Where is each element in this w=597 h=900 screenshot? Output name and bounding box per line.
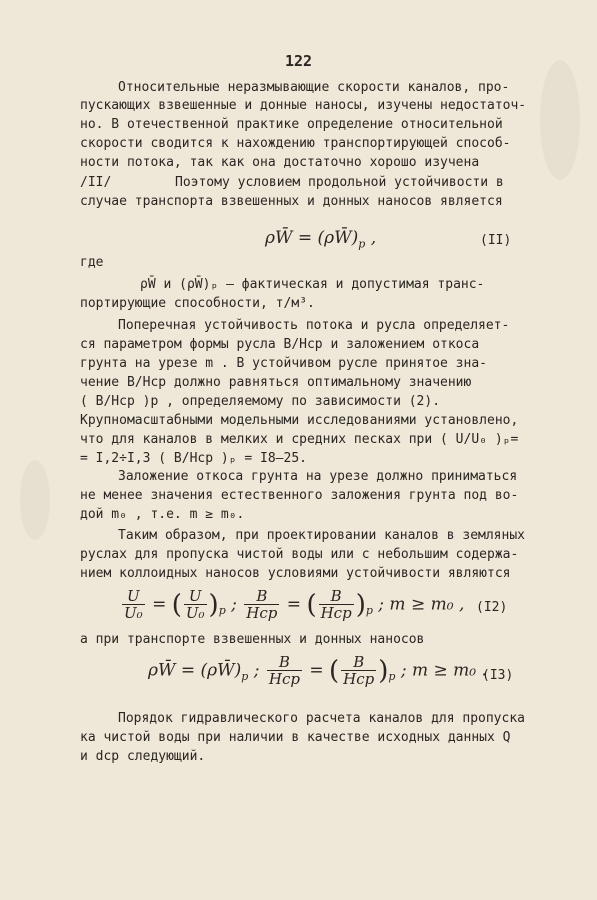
text-line: ности потока, так как она достаточно хорошо изучена (80, 155, 480, 170)
paper-stain (20, 460, 50, 540)
text-line: = I,2÷I,3 ( B/Hcp )ₚ = I8–25. (80, 451, 307, 466)
text-line: что для каналов в мелких и средних песках при ( U/U₀ )ₚ= (80, 432, 519, 447)
eq11-sub: p (358, 237, 366, 251)
fraction: $\frac{B}{\text{Hcp}}$ (343, 653, 375, 688)
fraction: $\frac{B}{\text{Hcp}}$ (246, 587, 278, 622)
text-line: нием коллоидных наносов условиями устойчивости являются (80, 566, 511, 581)
text-line: где (80, 255, 104, 270)
text-line: а при транспорте взвешенных и донных наносов (80, 632, 425, 647)
fraction: $\frac{U}{\text{U₀}}$ (185, 587, 205, 622)
text-line: скорости сводится к нахождению транспортирующей способ- (80, 136, 511, 151)
text-line: не менее значения естественного заложения грунта под во- (80, 488, 519, 503)
text-line: ка чистой воды при наличии в качестве исходных данных Q (80, 730, 511, 745)
fraction: $\frac{B}{\text{Hcp}}$ (268, 653, 300, 688)
text-line: ( B/Hcp )p , определяемому по зависимости (2). (80, 394, 441, 409)
eq11-lhs: ρW̄ = (ρW̄) (265, 228, 359, 248)
text-line: Поперечная устойчивость потока и русла определяет- (118, 318, 510, 333)
reference: /II/ (80, 175, 112, 190)
eq11-tail: , (365, 228, 377, 248)
text-line: руслах для пропуска чистой воды или с небольшим содержа- (80, 547, 519, 562)
text-line: Заложение откоса грунта на урезе должно приниматься (118, 469, 518, 484)
fraction: $\frac{B}{\text{Hcp}}$ (320, 587, 352, 622)
text-line: Крупномасштабными модельными исследованиями установлено, (80, 413, 519, 428)
equation-number: (I2) (476, 600, 508, 615)
equation-11 (265, 228, 376, 250)
equation-number: (I3) (482, 668, 514, 683)
text-line: Поэтому условием продольной устойчивости в (175, 175, 504, 190)
text-line: грунта на урезе m . В устойчивом русле принятое зна- (80, 356, 487, 371)
text-line: Порядок гидравлического расчета каналов для пропуска (118, 711, 525, 726)
text-line: портирующие способности, т/м³. (80, 296, 315, 311)
equation-number: (II) (480, 233, 512, 248)
equation-13: ρW̄ = $(\rho W̄)_p$ ; $\frac{B}{\text{Hcp}}$ = ( $\frac{B}{\text{Hcp}}$ )$_p$ ; m ≥ m₀ . (148, 653, 487, 688)
text-line: ρW̄ и (ρW̄)ₚ – фактическая и допустимая транс- (140, 277, 485, 292)
text-line: Таким образом, при проектировании каналов в земляных (118, 528, 525, 543)
text-line: чение B/Hcp должно равняться оптимальному значению (80, 375, 472, 390)
equation-12: $\frac{U}{\text{U₀}}$ = ( $\frac{U}{\text{U₀}}$ )$_p$ ; $\frac{B}{\text{Hcp}}$ = ( $\frac{B}{\text{Hcp}}$ )$_p$ ; m ≥ m₀ , (124, 587, 465, 622)
text-line: ся параметром формы русла B/Hcp и заложением откоса (80, 337, 480, 352)
text-line: но. В отечественной практике определение относительной (80, 117, 503, 132)
text-line: пускающих взвешенные и донные наносы, изучены недостаточ- (80, 98, 527, 113)
paper-stain (540, 60, 580, 180)
fraction: $\frac{U}{\text{U₀}}$ (124, 587, 143, 622)
page-number: 122 (284, 52, 313, 70)
text-line: Относительные неразмывающие скорости каналов, про- (118, 80, 510, 95)
text-line: и dcp следующий. (80, 749, 206, 764)
text-line: случае транспорта взвешенных и донных наносов является (80, 194, 503, 209)
text-line: дой m₀ , т.е. m ≥ m₀. (80, 507, 245, 522)
